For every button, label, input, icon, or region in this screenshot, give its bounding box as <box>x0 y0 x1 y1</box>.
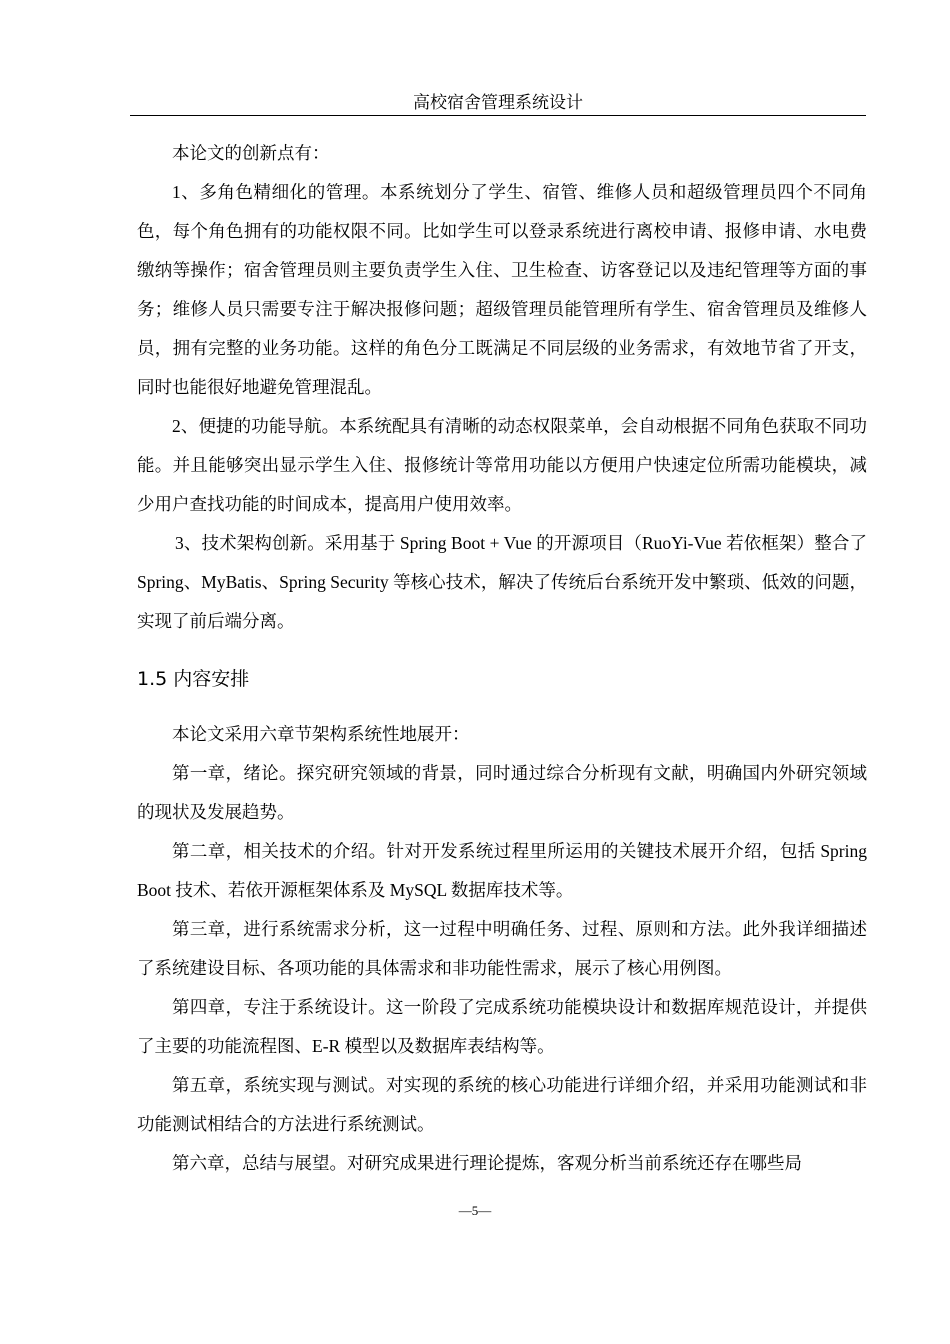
arrangement-intro-paragraph: 本论文采用六章节架构系统性地展开： <box>172 724 470 744</box>
chapter-1-paragraph: 第一章，绪论。探究研究领域的背景，同时通过综合分析现有文献，明确国内外研究领域的现状及发展趋势。 <box>137 763 867 822</box>
running-header: 高校宿舍管理系统设计 <box>130 91 866 116</box>
chapter-6-paragraph: 第六章，总结与展望。对研究成果进行理论提炼，客观分析当前系统还存在哪些局 <box>172 1153 802 1173</box>
innovation-intro-paragraph: 本论文的创新点有： <box>172 143 330 163</box>
page-number: —5— <box>458 1203 492 1218</box>
chapter-4-paragraph: 第四章，专注于系统设计。这一阶段了完成系统功能模块设计和数据库规范设计，并提供了主要的功能流程图、E-R 模型以及数据库表结构等。 <box>137 997 867 1056</box>
section-heading: 1.5 内容安排 <box>137 668 250 690</box>
body-content <box>137 134 867 1183</box>
chapter-3-paragraph: 第三章，进行系统需求分析，这一过程中明确任务、过程、原则和方法。此外我详细描述了系统建设目标、各项功能的具体需求和非功能性需求，展示了核心用例图。 <box>137 919 867 978</box>
innovation-item-3: 3、技术架构创新。采用基于 Spring Boot + Vue 的开源项目（RuoYi-Vue 若依框架）整合了 Spring、MyBatis、Spring Security 等核心技术，解决了传统后台系统开发中繁琐、低效的问题，实现了前后端分离。 <box>137 533 867 631</box>
innovation-item-1: 1、多角色精细化的管理。本系统划分了学生、宿管、维修人员和超级管理员四个不同角色，每个角色拥有的功能权限不同。比如学生可以登录系统进行离校申请、报修申请、水电费缴纳等操作；宿舍管理员则主要负责学生入住、卫生检查、访客登记以及违纪管理等方面的事务；维修人员只需要专注于解决报修问题；超级管理员能管理所有学生、宿舍管理员及维修人员，拥有完整的业务功能。这样的角色分工既满足不同层级的业务需求，有效地节省了开支，同时也能很好地避免管理混乱。 <box>137 182 867 397</box>
chapter-5-paragraph: 第五章，系统实现与测试。对实现的系统的核心功能进行详细介绍，并采用功能测试和非功能测试相结合的方法进行系统测试。 <box>137 1075 867 1134</box>
innovation-item-2: 2、便捷的功能导航。本系统配具有清晰的动态权限菜单，会自动根据不同角色获取不同功能。并且能够突出显示学生入住、报修统计等常用功能以方便用户快速定位所需功能模块，减少用户查找功能的时间成本，提高用户使用效率。 <box>137 416 867 514</box>
chapter-2-paragraph: 第二章，相关技术的介绍。针对开发系统过程里所运用的关键技术展开介绍，包括 Spring Boot 技术、若依开源框架体系及 MySQL 数据库技术等。 <box>137 841 867 900</box>
